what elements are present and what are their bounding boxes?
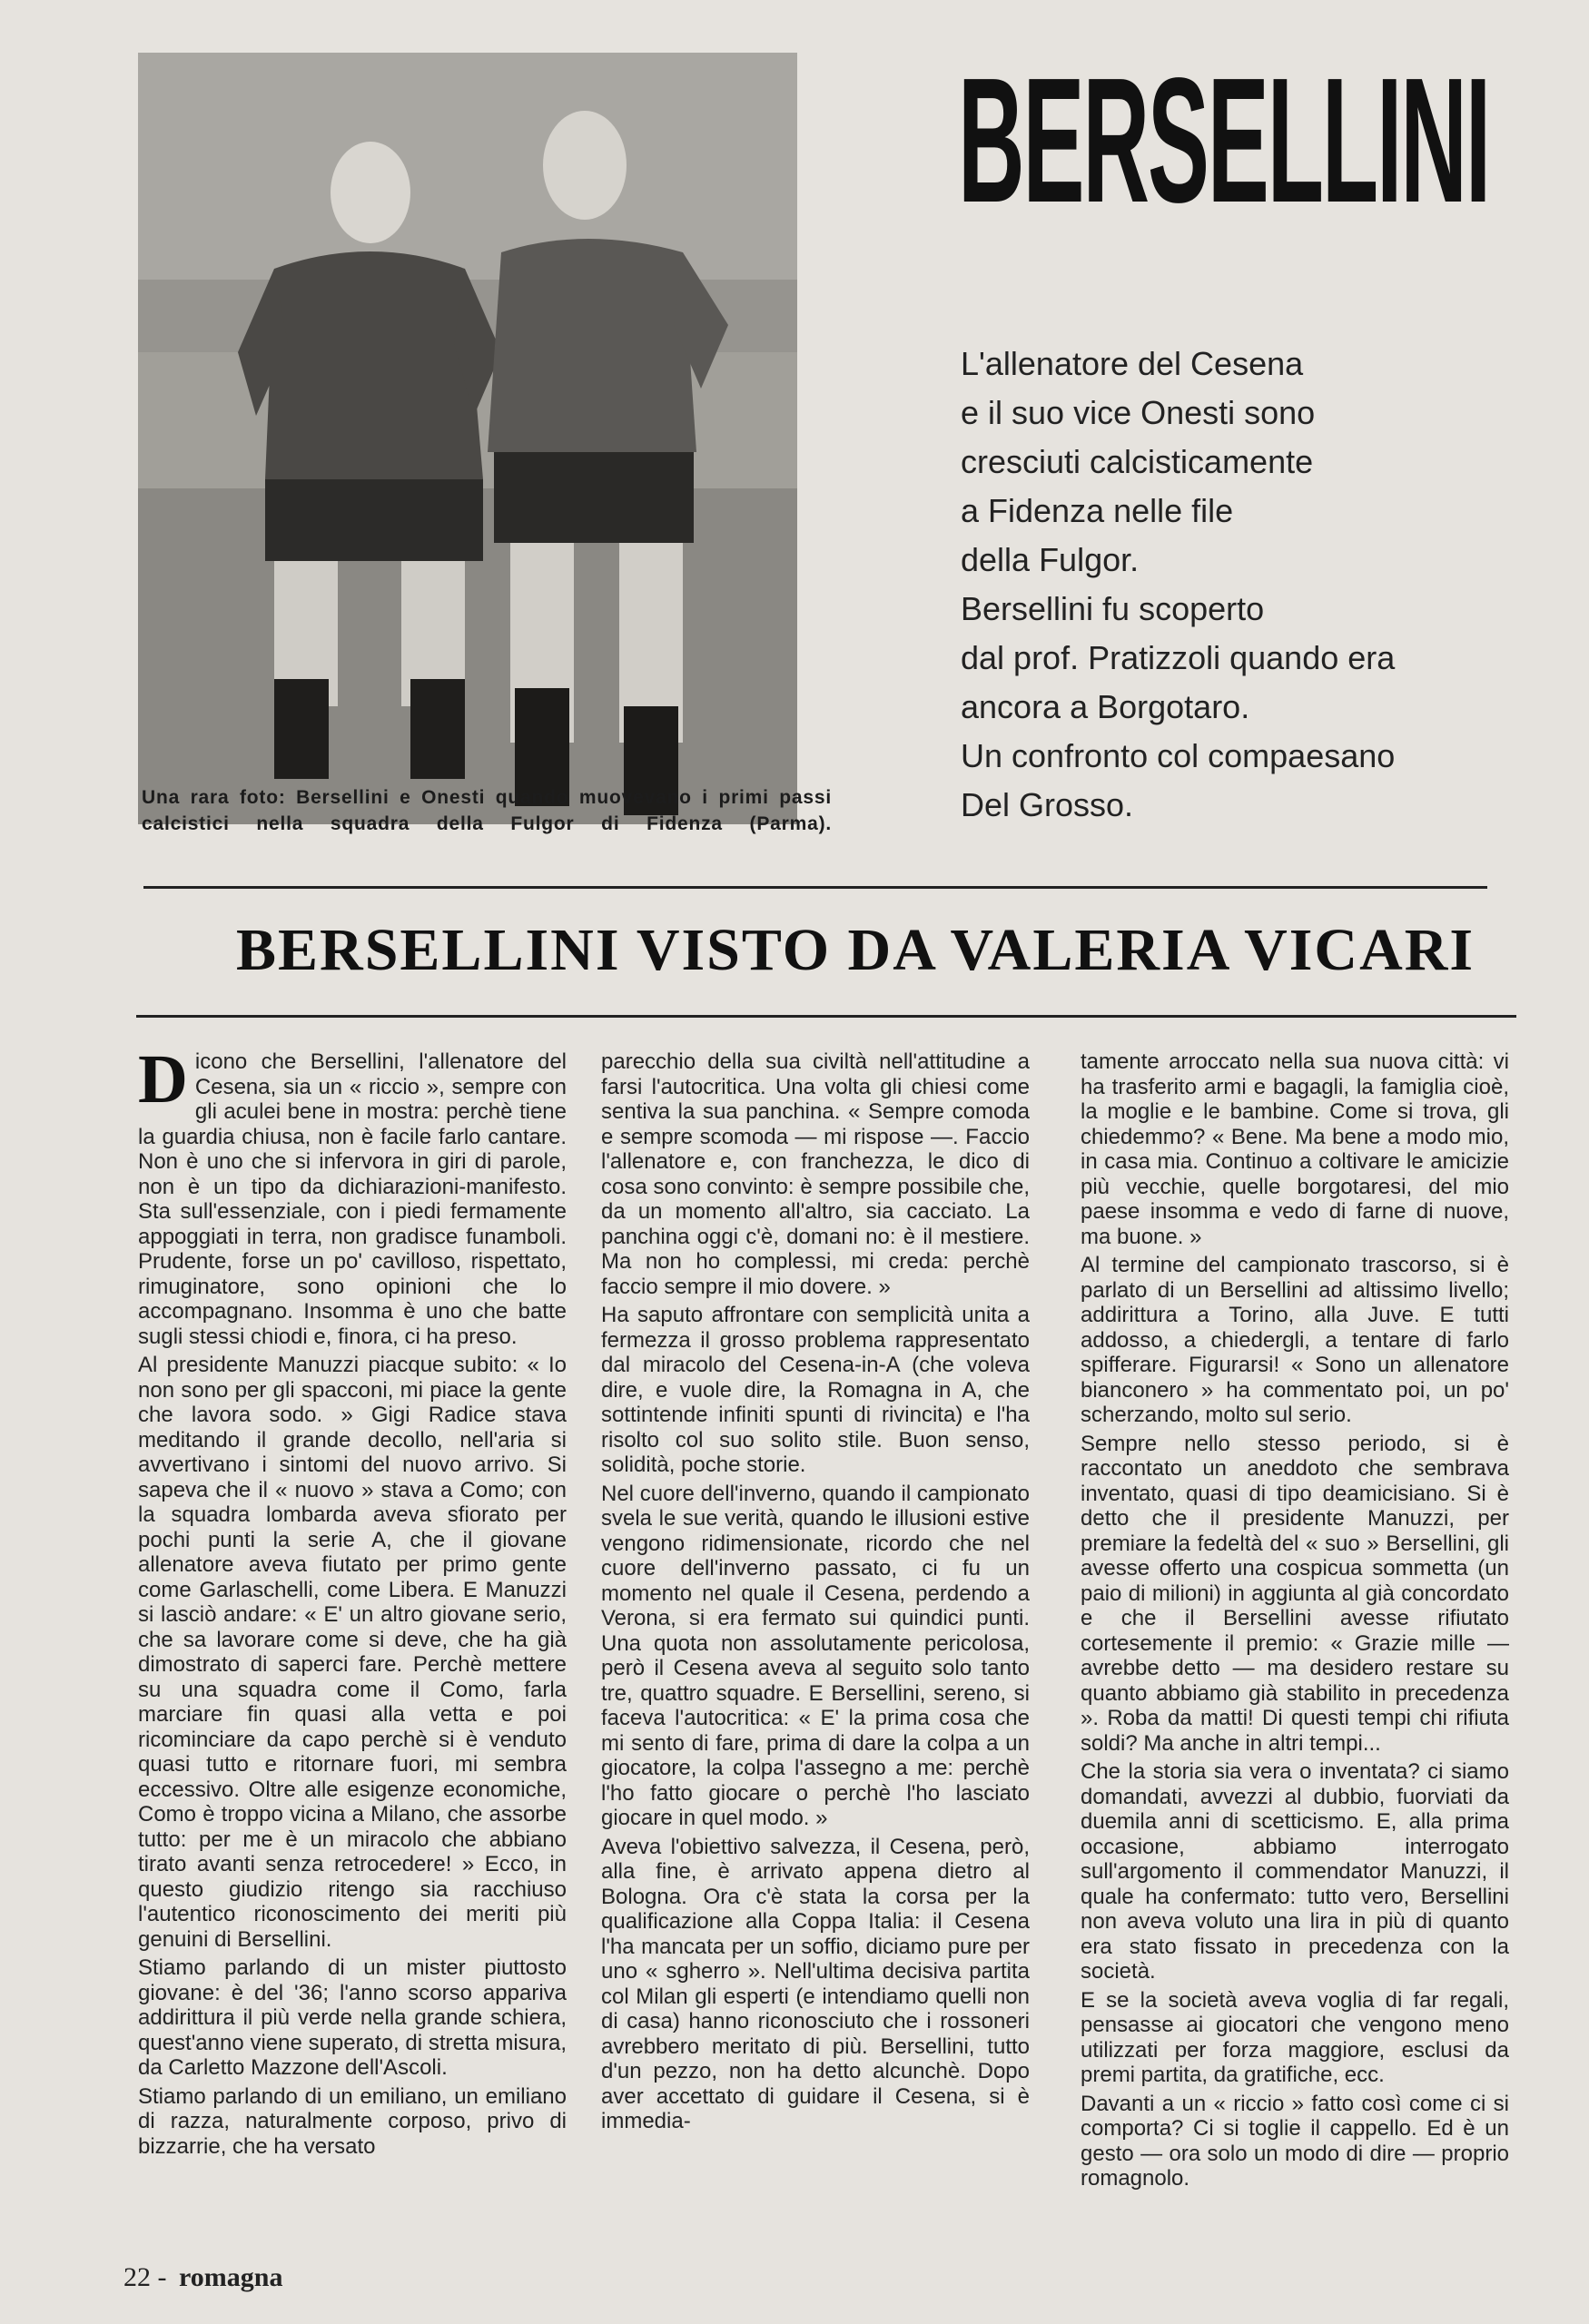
intro-line: Bersellini fu scoperto xyxy=(961,590,1265,627)
intro-line: della Fulgor. xyxy=(961,541,1140,578)
paragraph: Che la storia sia vera o inventata? ci siamo domandati, avvezzi al dubbio, fuorviati da duemila anni di scetticismo. E, alla prima occasione, abbiamo interrogato sull'argomento il commendator Manuzzi, il quale ha confermato: tutto vero, Bersellini non aveva voluto una lira in più di quanto era stato fissato in precedenza con la società. xyxy=(1081,1759,1509,1984)
photo-caption: Una rara foto: Bersellini e Onesti quando muovevano i primi passi calcistici nella squadra della Fulgor di Fidenza (Parma). xyxy=(142,787,832,834)
paragraph: Sempre nello stesso periodo, si è raccontato un aneddoto che sembrava inventato, quasi di tipo deamicisiano. Si è detto che il presidente Manuzzi, per premiare la fedeltà del « suo » Bersellini, gli avesse offerto una cospicua sommetta (un paio di milioni) in aggiunta al già concordato e che il Bersellini avesse rifiutato cortesemente il premio: « Grazie mille — avrebbe detto — ma desidero restare su quanto abbiamo già stabilito in precedenza ». Roba da matti! Di questi tempi chi rifiuta soldi? Ma anche in altri tempi... xyxy=(1081,1431,1509,1756)
paragraph: Davanti a un « riccio » fatto così come ci si comporta? Ci si toglie il cappello. Ed è un gesto — ora solo un modo di dire — proprio romagnolo. xyxy=(1081,2091,1509,2191)
paragraph: Dicono che Bersellini, l'allenatore del Cesena, sia un « riccio », sempre con gli aculei bene in mostra: perchè tiene la guardia chiusa, non è facile farlo cantare. Non è uno che si infervora in giri di parole, non è un tipo da dichiarazioni-manifesto. Sta sull'essenziale, con i piedi fermamente appoggiati in terra, non gradisce funamboli. Prudente, forse un po' cavilloso, rispettato, rimuginatore, sono opinioni che lo accompagnano. Insomma è uno che batte sugli stessi chiodi e, finora, ci ha preso. xyxy=(138,1041,567,1349)
paragraph: Aveva l'obiettivo salvezza, il Cesena, però, alla fine, è arrivato appena dietro al Bologna. Ora c'è stata la corsa per la qualificazione alla Coppa Italia: il Cesena l'ha mancata per un soffio, diciamo pure per uno « sgherro ». Nell'ultima decisiva partita col Milan gli esperti (e intendiamo quelli non di casa) hanno riconosciuto che i rossoneri avrebbero meritato di più. Bersellini, tutto d'un pezzo, non ha detto alcunchè. Dopo aver accettato di guidare il Cesena, si è immedia- xyxy=(601,1834,1030,2133)
paragraph: Al presidente Manuzzi piacque subito: « Io non sono per gli spacconi, mi piace la gente che lavora sodo. » Gigi Radice stava meditando il grande decollo, nell'aria si avvertivano i sintomi del nuovo arrivo. Si sapeva che il « nuovo » stava a Como; con la squadra lombarda aveva sfiorato per pochi punti la serie A, che il giovane allenatore aveva fiutato per primo gente come Garlaschelli, come Libera. E Manuzzi si lasciò andare: « E' un altro giovane serio, che sa lavorare come si deve, che ha già dimostrato di saperci fare. Perchè mettere su una squadra come il Como, farla marciare fin quasi alla vetta e poi ricominciare da capo perchè si è venduto quasi tutto e ritornare fuori, mi sembra eccessivo. Oltre alle esigenze economiche, Como è troppo vicina a Milano, che assorbe tutto: per me è un miracolo che abbiano tirato avanti senza retrocedere! » Ecco, in questo giudizio ritengo sia racchiuso l'autentico riconoscimento dei meriti più genuini di Bersellini. xyxy=(138,1353,567,1952)
page-footer xyxy=(123,2262,282,2293)
intro-line: Del Grosso. xyxy=(961,786,1134,823)
magazine-name: romagna xyxy=(179,2262,283,2292)
intro-line: a Fidenza nelle file xyxy=(961,492,1234,529)
paragraph: E se la società aveva voglia di far regali, pensasse ai giocatori che vengono meno utilizzati per forza maggiore, esclusi da premi partita, da gratifiche, ecc. xyxy=(1081,1987,1509,2087)
intro-line: L'allenatore del Cesena xyxy=(961,345,1304,382)
article-column-3 xyxy=(1081,1049,1509,2195)
intro-line: e il suo vice Onesti sono xyxy=(961,394,1316,431)
page-number: 22 xyxy=(123,2262,151,2292)
top-rule xyxy=(143,886,1487,889)
paragraph: Stiamo parlando di un mister piuttosto giovane: è del '36; l'anno scorso appariva addirittura il più verde nella grande schiera, quest'anno viene superato, di stretta misura, da Carletto Mazzone dell'Ascoli. xyxy=(138,1955,567,2080)
article-column-2 xyxy=(601,1049,1030,2138)
intro-line: ancora a Borgotaro. xyxy=(961,688,1250,725)
intro-line: Un confronto col compaesano xyxy=(961,737,1396,774)
paragraph: tamente arroccato nella sua nuova città: vi ha trasferito armi e bagagli, la famiglia cioè, la moglie e le bambine. Come si trova, gli chiedemmo? « Bene. Ma bene a modo mio, in casa mia. Continuo a coltivare le amicizie più vecchie, quelle borgotaresi, del mio paese insomma e vedo di farne di nuove, ma buone. » xyxy=(1081,1049,1509,1249)
team-photo xyxy=(138,53,797,824)
paragraph: parecchio della sua civiltà nell'attitudine a farsi l'autocritica. Una volta gli chiesi come sentiva la sua panchina. « Sempre comoda e sempre scomoda — mi rispose —. Faccio l'allenatore e, con franchezza, le dico di cosa sono convinto: è sempre possibile che, da un momento all'altro, sia cacciato. La panchina oggi c'è, domani no: è il mestiere. Ma non ho complessi, mi creda: perchè faccio sempre il mio dovere. » xyxy=(601,1049,1030,1299)
photo-illustration xyxy=(138,53,797,824)
intro-line: dal prof. Pratizzoli quando era xyxy=(961,639,1396,676)
paragraph: Nel cuore dell'inverno, quando il campionato svela le sue verità, quando le illusioni estive vengono ridimensionate, ricordo che nel cuore dell'inverno passato, ci fu un momento nel quale il Cesena, perdendo a Verona, si era fermato sui quindici punti. Una quota non assolutamente pericolosa, però il Cesena aveva al seguito solo tanto tre, quattro squadre. E Bersellini, sereno, si faceva l'autocritica: « E' la prima cosa che mi sento di fare, prima di dare la colpa a un giocatore, la colpa l'assegno a me: perchè l'ho fatto giocare o perchè l'ho lasciato giocare in quel modo. » xyxy=(601,1481,1030,1830)
paragraph: Stiamo parlando di un emiliano, un emiliano di razza, naturalmente corposo, privo di bizzarrie, che ha versato xyxy=(138,2083,567,2159)
paragraph: Al termine del campionato trascorso, si è parlato di un Bersellini ad altissimo livello; addirittura a Torino, alla Juve. E tutti addosso, a chiedergli, a tentare di farlo spifferare. Figurarsi! « Sono un allenatore bianconero » ha commentato poi, un po' scherzando, molto sul serio. xyxy=(1081,1253,1509,1427)
drop-cap: D xyxy=(138,1041,188,1118)
intro-line: cresciuti calcisticamente xyxy=(961,443,1314,480)
bottom-rule xyxy=(136,1015,1516,1018)
intro-text xyxy=(961,340,1524,830)
article-column-1 xyxy=(138,1041,567,2162)
article-headline: BERSELLINI VISTO DA VALERIA VICARI xyxy=(236,917,1476,983)
page-title: BERSELLINI xyxy=(958,41,1490,240)
footer-separator: - xyxy=(157,2262,167,2292)
paragraph: Ha saputo affrontare con semplicità unita a fermezza il grosso problema rappresentato dal miracolo del Cesena-in-A (che voleva dire, e vuole dire, la Romagna in A, che sottintende infiniti spunti di rivincita) e l'ha risolto col suo solito stile. Buon senso, solidità, poche storie. xyxy=(601,1303,1030,1477)
